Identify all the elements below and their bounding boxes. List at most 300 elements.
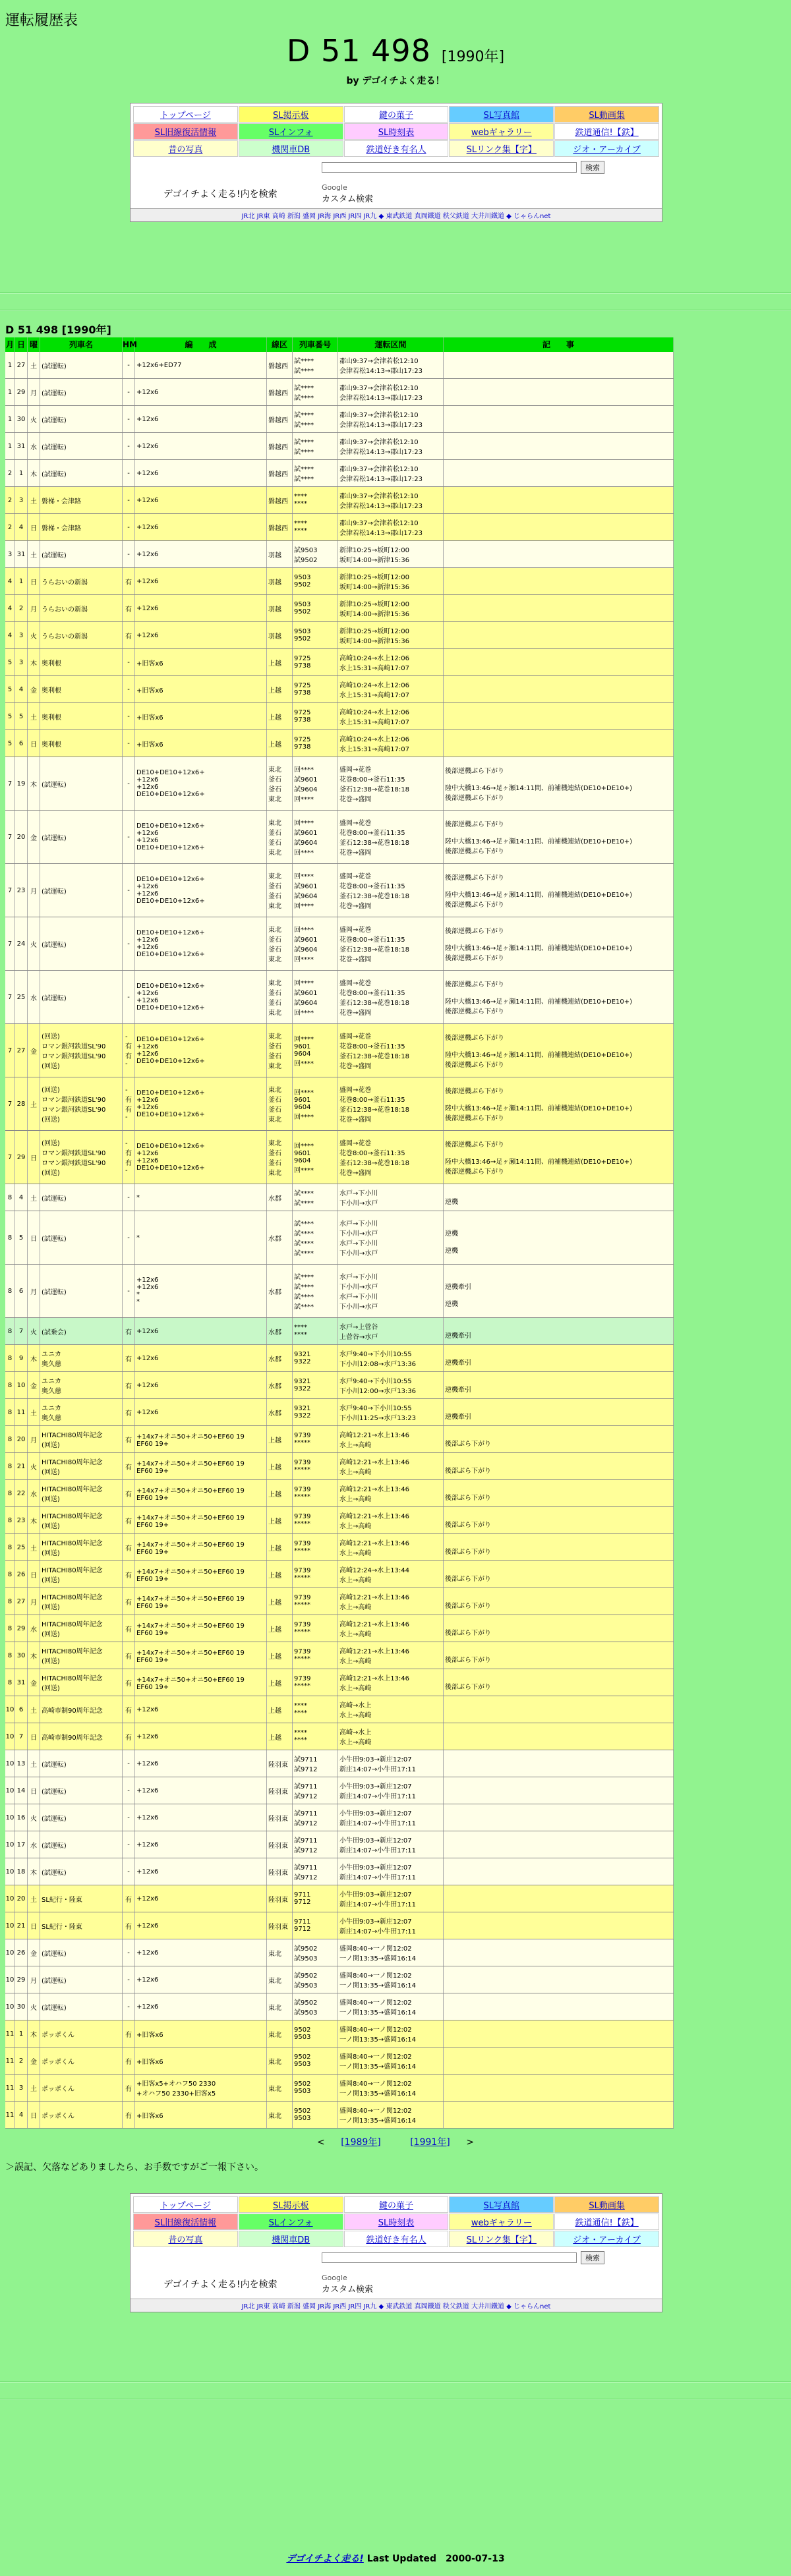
cell-formation: DE10+DE10+12x6+ +12x6 +12x6 DE10+DE10+12x6+ — [135, 811, 267, 863]
search-button[interactable]: 検索 — [581, 161, 604, 174]
cell-train-number: 9321 9322 — [293, 1345, 338, 1371]
cell-month: 4 — [5, 568, 15, 594]
cell-train-number: 試9711 試9712 — [293, 1777, 338, 1804]
cell-notes — [444, 1723, 674, 1750]
search-button[interactable]: 検索 — [581, 2251, 604, 2264]
cell-hm: 有 — [123, 2020, 135, 2047]
cell-formation: +12x6 — [135, 379, 267, 405]
cell-train-number: 9739 ***** — [293, 1534, 338, 1560]
cell-line: 水郡 — [267, 1265, 293, 1317]
cell-train-number: 9725 9738 — [293, 703, 338, 730]
google-logo: Google — [322, 2274, 347, 2282]
cell-section: 水戸9:40→下小川10:55 下小川12:08→水戸13:36 — [338, 1345, 444, 1371]
cell-month: 8 — [5, 1561, 15, 1588]
cell-hm: - — [123, 757, 135, 810]
cell-weekday: 月 — [28, 1966, 40, 1993]
cell-line: 陸羽東 — [267, 1804, 293, 1831]
cell-day: 29 — [15, 1615, 28, 1642]
cell-month: 10 — [5, 1912, 15, 1939]
cell-train-number: 9739 ***** — [293, 1453, 338, 1479]
cell-notes — [444, 1966, 674, 1993]
cell-train-number: **** **** — [293, 1723, 338, 1750]
cell-day: 10 — [15, 1372, 28, 1398]
nav-link[interactable]: 鉄道通信!【鉄】 — [554, 2214, 659, 2230]
cell-hm: - — [123, 676, 135, 702]
cell-train-number: 試**** 試**** — [293, 1184, 338, 1211]
cell-month: 8 — [5, 1399, 15, 1425]
cell-notes: 逆機牽引 — [444, 1372, 674, 1398]
nav-link[interactable]: SL動画集 — [554, 2196, 659, 2213]
cell-formation: +14x7+オニ50+オニ50+EF60 19 EF60 19+ — [135, 1480, 267, 1506]
cell-section: 小牛田9:03→新庄12:07 新庄14:07→小牛田17:11 — [338, 1885, 444, 1912]
cell-day: 7 — [15, 1723, 28, 1750]
cell-train-number: 9503 9502 — [293, 595, 338, 621]
cell-month: 7 — [5, 757, 15, 810]
cell-weekday: 土 — [28, 1184, 40, 1211]
cell-train-name: (試運転) — [40, 1939, 123, 1966]
cell-day: 1 — [15, 460, 28, 486]
table-row — [5, 1912, 674, 1939]
cell-section: 盛岡→花巻 花巻8:00→釜石11:35 釜石12:38→花巻18:18 花巻→盛岡 — [338, 971, 444, 1023]
cell-weekday: 木 — [28, 460, 40, 486]
cell-hm: 有 — [123, 2102, 135, 2128]
cell-month: 1 — [5, 406, 15, 432]
cell-line: 東北 釜石 釜石 東北 — [267, 1024, 293, 1077]
cell-section: 水戸9:40→下小川10:55 下小川12:00→水戸13:36 — [338, 1372, 444, 1398]
nav-link[interactable]: SL写真館 — [449, 106, 554, 123]
nav-link[interactable]: 鉄道好き有名人 — [344, 140, 449, 157]
cell-notes: 後部ぶら下がり — [444, 1453, 674, 1479]
cell-day: 29 — [15, 1966, 28, 1993]
cell-train-number: 9502 9503 — [293, 2102, 338, 2128]
cell-line: 羽越 — [267, 541, 293, 567]
cell-notes: 後部逆機ぶら下がり 陸中大橋13:46→足ヶ瀬14:11間、前補機連結(DE10+DE10+) 後部逆機ぶら下がり — [444, 864, 674, 917]
next-year-link[interactable]: [1991年] — [410, 2137, 450, 2148]
cell-formation: +旧客x6 — [135, 676, 267, 702]
cell-line: 東北 — [267, 2075, 293, 2101]
footer-site-link[interactable]: デゴイチよく走る! — [286, 2554, 364, 2564]
cell-train-number: 回**** 試9601 試9604 回**** — [293, 864, 338, 917]
cell-notes: 後部逆機ぶら下がり 陸中大橋13:46→足ヶ瀬14:11間、前補機連結(DE10+DE10+) 後部逆機ぶら下がり — [444, 757, 674, 810]
cell-notes: 後部ぶら下がり — [444, 1480, 674, 1506]
cell-formation: +14x7+オニ50+オニ50+EF60 19 EF60 19+ — [135, 1426, 267, 1452]
table-row — [5, 1696, 674, 1723]
cell-notes — [444, 460, 674, 486]
cell-day: 30 — [15, 406, 28, 432]
search-row — [131, 157, 662, 208]
cell-train-name: (試運転) — [40, 864, 123, 917]
cell-hm: - — [123, 971, 135, 1023]
cell-month: 7 — [5, 864, 15, 917]
cell-hm: 有 — [123, 568, 135, 594]
cell-weekday: 金 — [28, 676, 40, 702]
cell-train-name: ポッポくん — [40, 2047, 123, 2074]
cell-formation: DE10+DE10+12x6+ +12x6 +12x6 DE10+DE10+12x6+ — [135, 971, 267, 1023]
table-row — [5, 1858, 674, 1885]
site-title: 運転履歴表 — [5, 13, 78, 29]
cell-train-number: 9725 9738 — [293, 676, 338, 702]
table-row — [5, 811, 674, 864]
cell-hm: 有 — [123, 2047, 135, 2074]
cell-weekday: 土 — [28, 1885, 40, 1912]
nav-link[interactable]: 鉄道通信!【鉄】 — [554, 123, 659, 140]
cell-train-name: HITACHI80周年記念 (回送) — [40, 1534, 123, 1560]
nav-link[interactable]: SL動画集 — [554, 106, 659, 123]
cell-day: 20 — [15, 1885, 28, 1912]
cell-formation: +12x6 — [135, 487, 267, 513]
last-updated: Last Updated 2000-07-13 — [366, 2554, 505, 2564]
cell-weekday: 火 — [28, 917, 40, 970]
table-row — [5, 1345, 674, 1372]
col-day: 日 — [15, 337, 28, 352]
cell-train-name: (回送) ロマン銀河鉄道SL'90 ロマン銀河鉄道SL'90 (回送) — [40, 1077, 123, 1130]
cell-day: 19 — [15, 757, 28, 810]
cell-train-number: 試9711 試9712 — [293, 1804, 338, 1831]
nav-link[interactable]: SL写真館 — [449, 2196, 554, 2213]
cell-weekday: 月 — [28, 1265, 40, 1317]
cell-day: 3 — [15, 622, 28, 648]
footer — [0, 2552, 791, 2565]
cell-formation: +12x6 — [135, 595, 267, 621]
cell-train-number: 9321 9322 — [293, 1399, 338, 1425]
search-row — [131, 2247, 662, 2299]
cell-day: 23 — [15, 1507, 28, 1533]
cell-train-number: 9739 ***** — [293, 1426, 338, 1452]
cell-formation: +12x6 — [135, 433, 267, 459]
cell-train-number: 試9502 試9503 — [293, 1966, 338, 1993]
cell-formation: +12x6 — [135, 1750, 267, 1777]
nav-link[interactable]: トップページ — [133, 2196, 238, 2213]
cell-train-number: 9711 9712 — [293, 1912, 338, 1939]
cell-notes — [444, 595, 674, 621]
cell-line: 東北 釜石 釜石 東北 — [267, 1077, 293, 1130]
cell-month: 2 — [5, 460, 15, 486]
cell-day: 3 — [15, 649, 28, 675]
search-input[interactable] — [322, 162, 577, 173]
cell-train-name: (試運転) — [40, 811, 123, 863]
cell-line: 上越 — [267, 1642, 293, 1669]
cell-day: 27 — [15, 352, 28, 378]
cell-train-name: 高崎市制90周年記念 — [40, 1723, 123, 1750]
cell-hm: - — [123, 1993, 135, 2020]
col-hm: HM — [123, 337, 135, 352]
cell-day: 31 — [15, 1669, 28, 1696]
cell-section: 高崎12:21→水上13:46 水上→高崎 — [338, 1507, 444, 1533]
cell-line: 羽越 — [267, 595, 293, 621]
cell-notes: 逆機 逆機 — [444, 1211, 674, 1264]
cell-formation: +14x7+オニ50+オニ50+EF60 19 EF60 19+ — [135, 1642, 267, 1669]
cell-train-name: HITACHI80周年記念 (回送) — [40, 1426, 123, 1452]
cell-notes — [444, 406, 674, 432]
cell-month: 10 — [5, 1831, 15, 1858]
nav-grid — [131, 2194, 662, 2247]
cell-train-number: 9502 9503 — [293, 2020, 338, 2047]
cell-weekday: 木 — [28, 1642, 40, 1669]
cell-train-name: (試運転) — [40, 757, 123, 810]
table-row — [5, 1211, 674, 1265]
cell-month: 8 — [5, 1588, 15, 1615]
cell-weekday: 金 — [28, 1669, 40, 1696]
nav-link[interactable]: 鍵の菓子 — [344, 2196, 449, 2213]
nav-link[interactable]: SL旧線復活情報 — [133, 123, 238, 140]
cell-day: 31 — [15, 433, 28, 459]
cell-train-name: (試運転) — [40, 406, 123, 432]
cell-day: 4 — [15, 2102, 28, 2128]
table-row — [5, 487, 674, 514]
loco-name: D 51 498 — [286, 33, 431, 69]
cell-formation: +12x6 — [135, 541, 267, 567]
cell-notes — [444, 487, 674, 513]
correction-note: ＞誤記、欠落などありましたら、お手数ですがご一報下さい。 — [5, 2162, 264, 2173]
cell-notes: 逆機牽引 — [444, 1345, 674, 1371]
cell-line: 上越 — [267, 730, 293, 757]
cell-train-number: 回**** 9601 9604 回**** — [293, 1131, 338, 1184]
nav-link[interactable]: webギャラリー — [449, 123, 554, 140]
table-row — [5, 595, 674, 622]
cell-notes: 後部ぶら下がり — [444, 1669, 674, 1696]
cell-hm: - — [123, 514, 135, 540]
cell-month: 8 — [5, 1642, 15, 1669]
cell-formation: +12x6 — [135, 622, 267, 648]
cell-line: 水郡 — [267, 1318, 293, 1344]
cell-month: 8 — [5, 1507, 15, 1533]
col-train-name: 列車名 — [40, 337, 123, 352]
cell-weekday: 日 — [28, 1777, 40, 1804]
nav-link[interactable]: SL時刻表 — [344, 2214, 449, 2230]
cell-day: 1 — [15, 568, 28, 594]
nav-link[interactable]: ジオ・アーカイブ — [554, 2231, 659, 2247]
cell-train-number: 9321 9322 — [293, 1372, 338, 1398]
cell-hm: - — [123, 1184, 135, 1211]
cell-section: 小牛田9:03→新庄12:07 新庄14:07→小牛田17:11 — [338, 1777, 444, 1804]
nav-box-bottom — [130, 2193, 662, 2312]
cell-day: 18 — [15, 1858, 28, 1885]
cell-hm: 有 — [123, 1696, 135, 1723]
cell-section: 高崎12:21→水上13:46 水上→高崎 — [338, 1588, 444, 1615]
nav-link[interactable]: 鉄道好き有名人 — [344, 2231, 449, 2247]
cell-train-name: HITACHI80周年記念 (回送) — [40, 1453, 123, 1479]
cell-section: 高崎10:24→水上12:06 水上15:31→高崎17:07 — [338, 676, 444, 702]
cell-notes — [444, 1885, 674, 1912]
table-row — [5, 2047, 674, 2075]
table-row — [5, 1453, 674, 1480]
cell-hm: 有 — [123, 1615, 135, 1642]
cell-train-number: 9711 9712 — [293, 1885, 338, 1912]
cell-formation: +12x6 — [135, 1345, 267, 1371]
cell-month: 2 — [5, 514, 15, 540]
cell-formation: DE10+DE10+12x6+ +12x6 +12x6 DE10+DE10+12x6+ — [135, 917, 267, 970]
cell-month: 11 — [5, 2020, 15, 2047]
cell-section: 水戸9:40→下小川10:55 下小川11:25→水戸13:23 — [338, 1399, 444, 1425]
cell-line: 東北 — [267, 1939, 293, 1966]
nav-link[interactable]: SLインフォ — [239, 123, 343, 140]
cell-day: 3 — [15, 487, 28, 513]
table-row — [5, 2102, 674, 2129]
cell-train-number: 9725 9738 — [293, 649, 338, 675]
year-label: [1990年] — [441, 49, 505, 65]
cell-month: 11 — [5, 2047, 15, 2074]
table-row — [5, 1723, 674, 1750]
cell-weekday: 金 — [28, 1939, 40, 1966]
cell-month: 10 — [5, 1966, 15, 1993]
cell-train-name: ユニカ 奥久慈 — [40, 1399, 123, 1425]
cell-train-number: 9739 ***** — [293, 1480, 338, 1506]
cell-formation: +12x6 — [135, 1885, 267, 1912]
cell-day: 24 — [15, 917, 28, 970]
cell-notes: 逆機牽引 逆機 — [444, 1265, 674, 1317]
cell-train-name: (試運転) — [40, 379, 123, 405]
table-row — [5, 1131, 674, 1184]
nav-link[interactable]: ジオ・アーカイブ — [554, 140, 659, 157]
prev-year-link[interactable]: [1989年] — [341, 2137, 381, 2148]
cell-month: 10 — [5, 1723, 15, 1750]
cell-month: 7 — [5, 971, 15, 1023]
cell-train-name: (試運転) — [40, 1993, 123, 2020]
cell-formation: +12x6 — [135, 1804, 267, 1831]
cell-train-name: (試運転) — [40, 1858, 123, 1885]
cell-hm: 有 — [123, 1885, 135, 1912]
cell-formation: +12x6 — [135, 1399, 267, 1425]
cell-notes: 後部ぶら下がり — [444, 1615, 674, 1642]
nav-link[interactable]: SLリンク集【字】 — [449, 140, 554, 157]
cell-notes — [444, 622, 674, 648]
nav-grid — [131, 103, 662, 157]
table-row — [5, 1885, 674, 1912]
cell-hm: 有 — [123, 1561, 135, 1588]
cell-month: 5 — [5, 649, 15, 675]
cell-hm: - — [123, 1858, 135, 1885]
cell-weekday: 土 — [28, 352, 40, 378]
cell-month: 1 — [5, 433, 15, 459]
cell-hm: 有 — [123, 1723, 135, 1750]
cell-notes — [444, 730, 674, 757]
cell-notes: 後部ぶら下がり — [444, 1642, 674, 1669]
cell-weekday: 水 — [28, 433, 40, 459]
cell-train-number: 9739 ***** — [293, 1561, 338, 1588]
table-row — [5, 1939, 674, 1966]
cell-weekday: 日 — [28, 730, 40, 757]
nav-link[interactable]: SL時刻表 — [344, 123, 449, 140]
cell-train-name: うらおいの新潟 — [40, 622, 123, 648]
nav-link[interactable]: 鍵の菓子 — [344, 106, 449, 123]
cell-train-name: HITACHI80周年記念 (回送) — [40, 1507, 123, 1533]
cell-weekday: 火 — [28, 1804, 40, 1831]
cell-train-name: 磐梯・会津路 — [40, 487, 123, 513]
cell-section: 小牛田9:03→新庄12:07 新庄14:07→小牛田17:11 — [338, 1804, 444, 1831]
divider — [0, 2382, 791, 2383]
cell-train-number: 試**** 試**** — [293, 433, 338, 459]
table-row — [5, 1184, 674, 1211]
col-section: 運転区間 — [338, 337, 444, 352]
cell-notes — [444, 649, 674, 675]
nav-link[interactable]: webギャラリー — [449, 2214, 554, 2230]
cell-formation: * — [135, 1211, 267, 1264]
table-title: D 51 498 [1990年] — [5, 324, 111, 336]
nav-link[interactable]: 機関車DB — [239, 2231, 343, 2247]
cell-day: 16 — [15, 1804, 28, 1831]
region-link-bar[interactable]: JR北 JR東 高崎 新潟 盛岡 JR海 JR西 JR四 JR九 ◆ 東武鉄道 真岡鐵道 秩父鉄道 大井川鐵道 ◆ じゃらんnet — [131, 208, 662, 221]
col-formation: 編 成 — [135, 337, 267, 352]
nav-link[interactable]: SL旧線復活情報 — [133, 2214, 238, 2230]
cell-line: 水郡 — [267, 1345, 293, 1371]
nav-link[interactable]: SL掲示板 — [239, 106, 343, 123]
cell-train-name: うらおいの新潟 — [40, 568, 123, 594]
cell-line: 東北 — [267, 1993, 293, 2020]
cell-train-name: うらおいの新潟 — [40, 595, 123, 621]
cell-hm: - — [123, 1804, 135, 1831]
cell-line: 東北 — [267, 2102, 293, 2128]
cell-train-name: HITACHI80周年記念 (回送) — [40, 1561, 123, 1588]
nav-link[interactable]: SL掲示板 — [239, 2196, 343, 2213]
cell-weekday: 水 — [28, 1480, 40, 1506]
cell-hm: - — [123, 864, 135, 917]
table-row — [5, 730, 674, 757]
cell-train-name: (試運転) — [40, 1750, 123, 1777]
col-line: 線区 — [267, 337, 293, 352]
cell-train-name: SL紀行・陸東 — [40, 1912, 123, 1939]
cell-weekday: 月 — [28, 1426, 40, 1452]
cell-month: 8 — [5, 1184, 15, 1211]
custom-search-label: カスタム検索 — [322, 194, 374, 204]
cell-section: 盛岡8:40→一ノ関12:02 一ノ関13:35→盛岡16:14 — [338, 2047, 444, 2074]
cell-notes: 逆機牽引 — [444, 1399, 674, 1425]
cell-month: 5 — [5, 676, 15, 702]
cell-line: 磐越西 — [267, 514, 293, 540]
nav-link[interactable]: SLインフォ — [239, 2214, 343, 2230]
cell-line: 上越 — [267, 1426, 293, 1452]
cell-hm: 有 — [123, 622, 135, 648]
table-row — [5, 1750, 674, 1777]
table-row — [5, 1804, 674, 1831]
cell-month: 11 — [5, 2075, 15, 2101]
nav-link[interactable]: 昔の写真 — [133, 140, 238, 157]
cell-formation: DE10+DE10+12x6+ +12x6 +12x6 DE10+DE10+12x6+ — [135, 1077, 267, 1130]
cell-notes — [444, 379, 674, 405]
table-row — [5, 352, 674, 379]
nav-link[interactable]: 機関車DB — [239, 140, 343, 157]
year-nav — [0, 2135, 791, 2148]
region-link-bar[interactable]: JR北 JR東 高崎 新潟 盛岡 JR海 JR西 JR四 JR九 ◆ 東武鉄道 真岡鐵道 秩父鉄道 大井川鐵道 ◆ じゃらんnet — [131, 2299, 662, 2312]
cell-section: 高崎→水上 水上→高崎 — [338, 1696, 444, 1723]
cell-section: 小牛田9:03→新庄12:07 新庄14:07→小牛田17:11 — [338, 1831, 444, 1858]
table-row — [5, 406, 674, 433]
cell-weekday: 土 — [28, 1696, 40, 1723]
cell-line: 磐越西 — [267, 379, 293, 405]
cell-section: 郡山9:37→会津若松12:10 会津若松14:13→郡山17:23 — [338, 460, 444, 486]
cell-train-number: 試**** 試**** 試**** 試**** — [293, 1211, 338, 1264]
cell-day: 20 — [15, 1426, 28, 1452]
nav-link[interactable]: トップページ — [133, 106, 238, 123]
nav-link[interactable]: SLリンク集【字】 — [449, 2231, 554, 2247]
cell-notes: 後部逆機ぶら下がり 陸中大橋13:46→足ヶ瀬14:11間、前補機連結(DE10+DE10+) 後部逆機ぶら下がり — [444, 1131, 674, 1184]
table-row — [5, 1426, 674, 1453]
cell-weekday: 水 — [28, 1615, 40, 1642]
search-input[interactable] — [322, 2252, 577, 2263]
cell-section: 新津10:25→坂町12:00 坂町14:00→新津15:36 — [338, 541, 444, 567]
cell-train-number: 9725 9738 — [293, 730, 338, 757]
cell-day: 29 — [15, 1131, 28, 1184]
cell-train-name: (試運転) — [40, 1966, 123, 1993]
cell-notes — [444, 568, 674, 594]
cell-section: 新津10:25→坂町12:00 坂町14:00→新津15:36 — [338, 595, 444, 621]
cell-month: 10 — [5, 1858, 15, 1885]
cell-train-name: HITACHI80周年記念 (回送) — [40, 1669, 123, 1696]
nav-link[interactable]: 昔の写真 — [133, 2231, 238, 2247]
cell-formation: +旧客x6 — [135, 730, 267, 757]
cell-notes — [444, 703, 674, 730]
cell-line: 東北 釜石 釜石 東北 — [267, 917, 293, 970]
cell-weekday: 土 — [28, 1750, 40, 1777]
